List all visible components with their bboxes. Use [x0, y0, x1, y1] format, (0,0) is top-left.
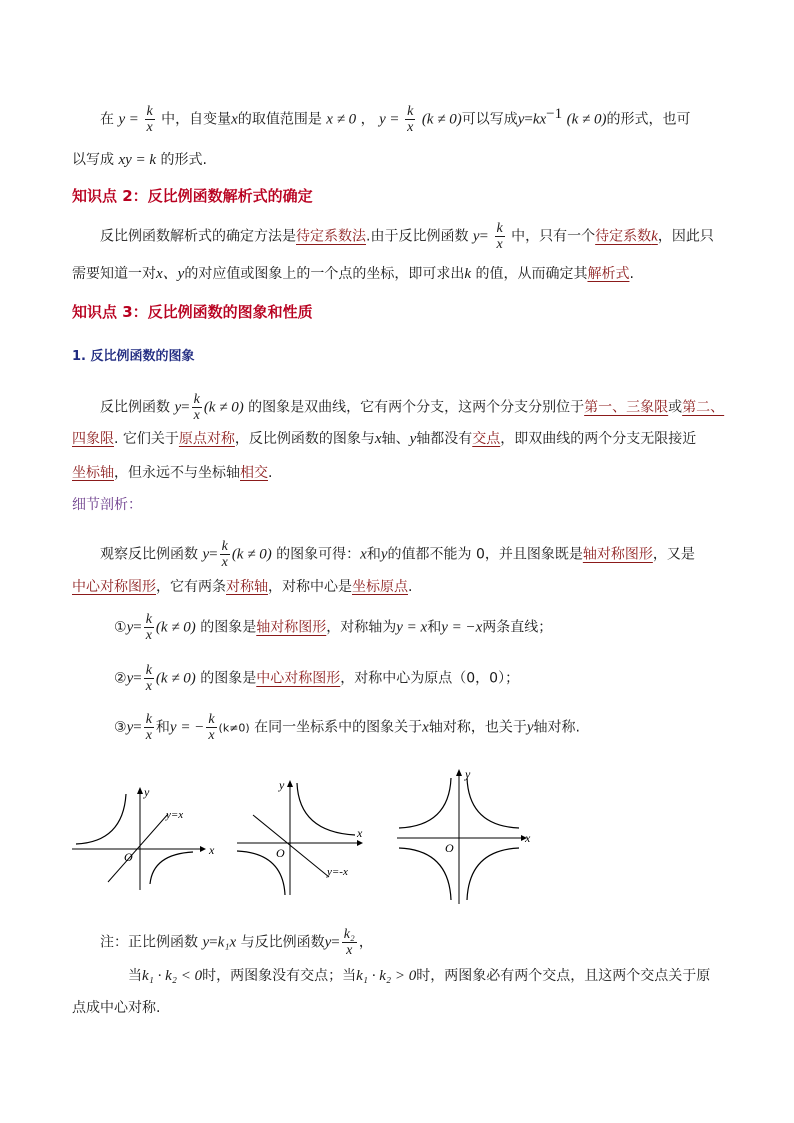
- link-axial-symmetry[interactable]: 轴对称图形: [582, 546, 653, 563]
- graph-1: [68, 784, 218, 894]
- graph-3-y-label: y: [465, 767, 471, 781]
- link-symmetry-axis[interactable]: 对称轴: [226, 579, 268, 595]
- graph-2-x-label: x: [357, 826, 363, 840]
- fraction-k-over-x: $\frac{k}{x}$: [496, 221, 503, 252]
- link-analytic-expression[interactable]: 解析式: [587, 266, 630, 282]
- link-intersect[interactable]: 相交: [240, 465, 268, 481]
- fraction-k-over-x: $\frac{k}{x}$: [208, 712, 215, 743]
- domain-line-1: 在 y = $\frac{k}{x}$ 中，自变量x的取值范围是 x ≠ 0 ， y = $\frac{k}{x}$ (k ≠ 0)可以写成$y=kx^{-1}$ (k ≠ 0)的形式，也可: [100, 104, 691, 136]
- graph-2-y-label: y: [279, 778, 285, 792]
- graph-2-line-label: y=-x: [327, 866, 348, 878]
- graph-1-x-label: x: [209, 843, 215, 857]
- link-undetermined-coefficient[interactable]: 待定系数: [595, 228, 652, 245]
- graph-2-origin: O: [276, 846, 285, 860]
- link-coordinate-origin[interactable]: 坐标原点: [352, 579, 408, 595]
- fraction-k-over-x: $\frac{k}{x}$: [145, 612, 152, 643]
- note-line-3: 点成中心对称.: [72, 1000, 161, 1016]
- link-quadrants-2-4[interactable]: 第二、: [682, 399, 725, 416]
- kp3-title: 知识点 3：反比例函数的图象和性质: [72, 303, 313, 321]
- kp2-title: 知识点 2：反比例函数解析式的确定: [72, 187, 313, 205]
- graph-1-origin: O: [124, 850, 133, 864]
- link-central-symmetry[interactable]: 中心对称图形: [72, 579, 156, 595]
- fraction-k-over-x: $\frac{k}{x}$: [145, 712, 152, 743]
- domain-line-2: 以写成 xy = k 的形式.: [72, 152, 207, 168]
- kp3-line-1: 反比例函数 y= $\frac{k}{x}$ (k ≠ 0) 的图象是双曲线，它有两个分支，这两个分支分别位于第一、三象限或第二、: [100, 392, 725, 423]
- link-quadrants-1-3[interactable]: 第一、三象限: [584, 399, 669, 416]
- detail-item-1: ①y= $\frac{k}{x}$ (k ≠ 0) 的图象是轴对称图形，对称轴为y = x和y = −x两条直线；: [114, 612, 553, 643]
- link-undetermined-coefficient-method[interactable]: 待定系数法: [296, 228, 366, 245]
- graph-2: [233, 777, 373, 897]
- detail-item-3: ③y= $\frac{k}{x}$ 和y = − $\frac{k}{x}$ (k≠0) 在同一坐标系中的图象关于x轴对称，也关于y轴对称.: [114, 712, 580, 743]
- kp3-line-3: 坐标轴，但永远不与坐标轴相交.: [72, 465, 273, 481]
- graph-3-x-label: x: [525, 831, 531, 845]
- link-intersection[interactable]: 交点: [472, 431, 501, 447]
- kp2-line-1: 反比例函数解析式的确定方法是待定系数法.由于反比例函数 y= $\frac{k}{x}$ 中，只有一个待定系数k，因此只: [100, 221, 714, 252]
- fraction-k-over-x: $\frac{k}{x}$: [146, 104, 153, 136]
- fraction-k-over-x: $\frac{k}{x}$: [193, 392, 200, 423]
- detail-line-2: 中心对称图形，它有两条对称轴，对称中心是坐标原点.: [72, 579, 413, 595]
- link-quadrant-4[interactable]: 四象限: [72, 431, 114, 447]
- link-axial-symmetry-2[interactable]: 轴对称图形: [256, 619, 327, 636]
- link-coordinate-axes[interactable]: 坐标轴: [72, 465, 114, 481]
- link-origin-symmetry[interactable]: 原点对称: [178, 431, 235, 447]
- graph-1-y-label: y: [144, 785, 150, 799]
- note-line-2: 当k₁ · k₂ < 0时，两图象没有交点；当k₁ · k₂ > 0时，两图象必有两个交点，且这两个交点关于原: [128, 968, 711, 984]
- detail-label: 细节剖析：: [72, 497, 142, 513]
- detail-item-2: ②y= $\frac{k}{x}$ (k ≠ 0) 的图象是中心对称图形，对称中心为原点（0，0）；: [114, 663, 520, 694]
- kp3-line-2: 四象限. 它们关于原点对称，反比例函数的图象与x轴、y轴都没有交点，即双曲线的两个分支无限接近: [72, 431, 697, 447]
- link-central-symmetry-2[interactable]: 中心对称图形: [256, 670, 341, 687]
- graph-3-origin: O: [445, 841, 454, 855]
- kp3-subtitle: 1. 反比例函数的图象: [72, 349, 195, 364]
- fraction-k-over-x: $\frac{k}{x}$: [221, 539, 228, 570]
- note-line-1: 注：正比例函数 y=k₁x 与反比例函数y= $\frac{\text{k₂}}{x}$ ，: [100, 927, 373, 958]
- fraction-k-over-x: $\frac{k}{x}$: [145, 663, 152, 694]
- graph-3: [393, 766, 538, 906]
- fraction-k2-over-x: $\frac{\text{k₂}}{x}$: [343, 927, 355, 958]
- fraction-k-over-x: $\frac{k}{x}$: [407, 104, 414, 136]
- graph-1-line-label: y=x: [166, 809, 184, 821]
- detail-line-1: 观察反比例函数 y= $\frac{k}{x}$ (k ≠ 0) 的图象可得：x和y的值都不能为 0，并且图象既是轴对称图形，又是: [100, 539, 695, 570]
- kp2-line-2: 需要知道一对x、y的对应值或图象上的一个点的坐标，即可求出k 的值，从而确定其解析式.: [72, 266, 634, 282]
